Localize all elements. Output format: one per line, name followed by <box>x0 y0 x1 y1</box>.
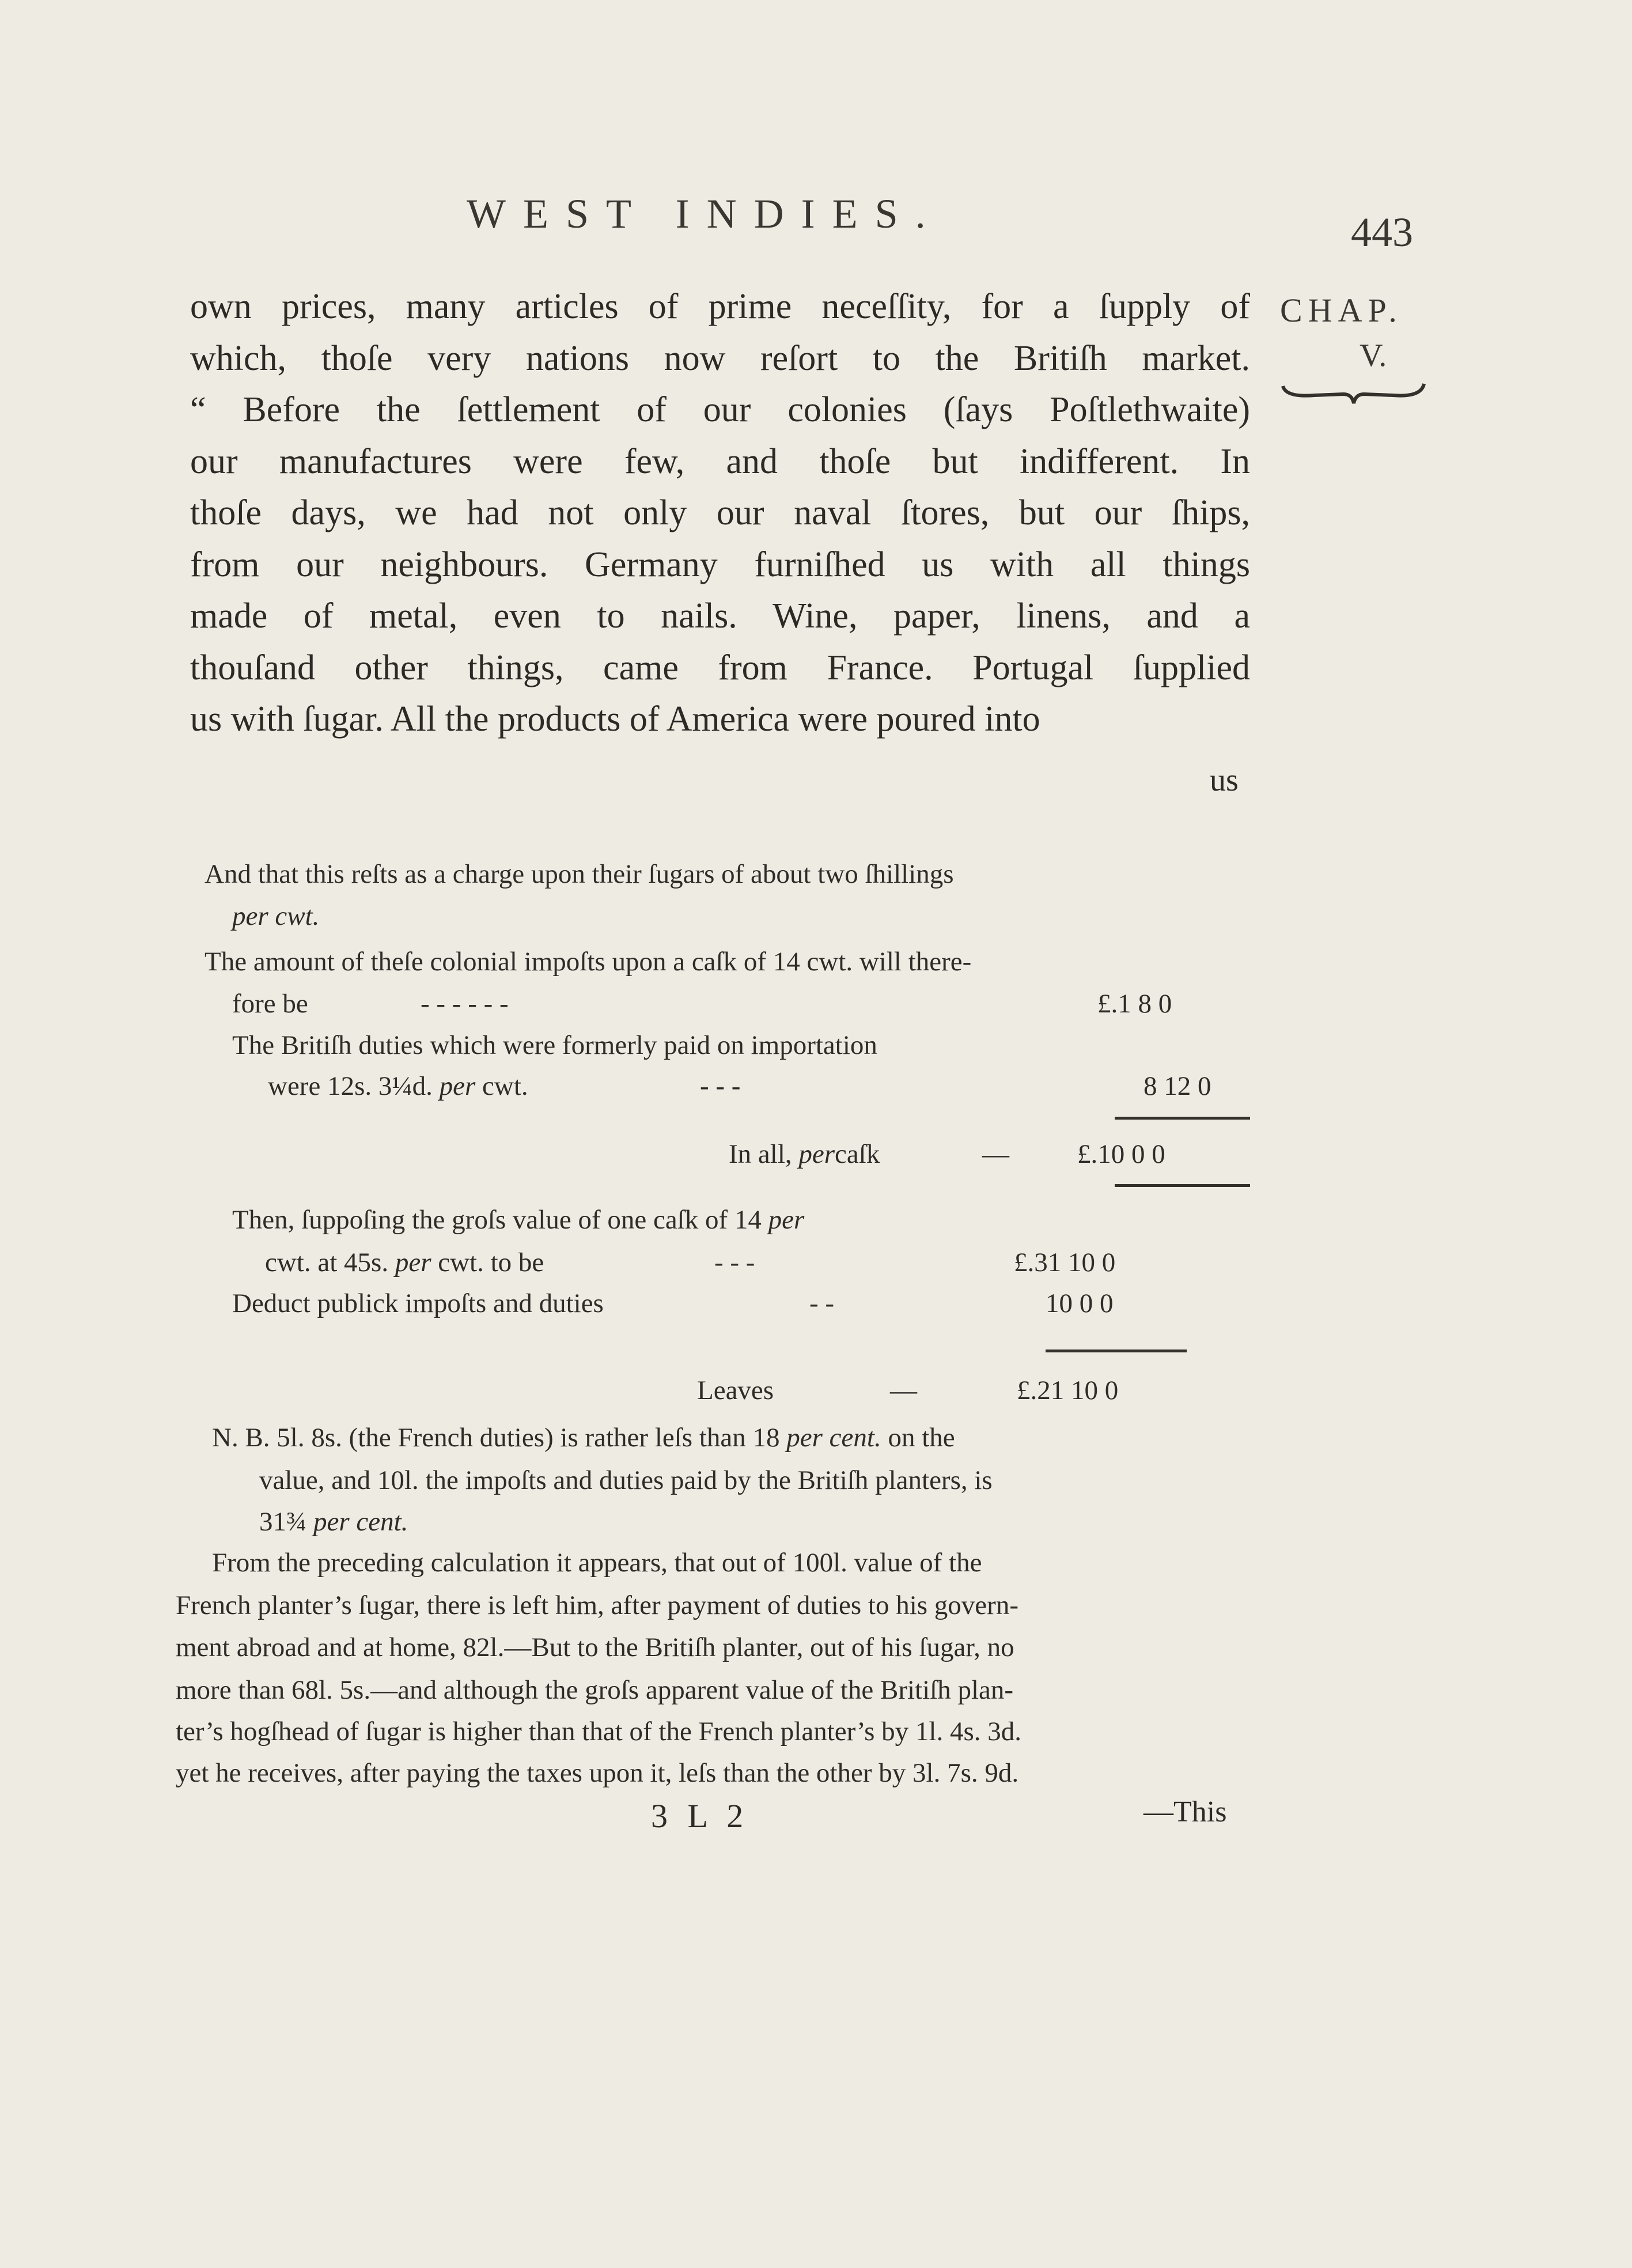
text-line: made of metal, even to nails. Wine, paper, linens, and a <box>190 596 1250 636</box>
sum-rule <box>1046 1350 1187 1352</box>
note-line: The Britiſh duties which were formerly paid on importation <box>232 1030 877 1060</box>
running-title: WEST INDIES. <box>467 191 943 237</box>
text-line: thouſand other things, came from France. Portugal ſupplied <box>190 648 1250 687</box>
note-line: And that this reſts as a charge upon their ſugars of about two ſhillings <box>205 859 954 889</box>
amount: £.1 8 0 <box>1097 989 1172 1019</box>
text-line: us with ſugar. All the products of America were poured into <box>190 700 1040 739</box>
leader-dashes: - - <box>809 1288 835 1318</box>
amount: 10 0 0 <box>1046 1288 1114 1318</box>
note-line: The amount of theſe colonial impoſts upon a caſk of 14 cwt. will there- <box>205 947 972 977</box>
note-line: cwt. at 45s. per cwt. to be <box>265 1248 544 1277</box>
next-page-catchword: —This <box>1143 1795 1227 1828</box>
leader-dashes: - - - <box>714 1248 755 1277</box>
note-line: Deduct publick impoſts and duties <box>232 1288 604 1318</box>
total-label: In all, percaſk <box>729 1139 880 1169</box>
note-line: yet he receives, after paying the taxes upon it, leſs than the other by 3l. 7s. 9d. <box>176 1758 1019 1788</box>
margin-chapter-label: CHAP. <box>1280 292 1403 329</box>
note-line: 31¾ per cent. <box>259 1507 408 1537</box>
page-number: 443 <box>1351 209 1413 255</box>
amount: 8 12 0 <box>1143 1071 1211 1101</box>
leaves-amount: £.21 10 0 <box>1017 1375 1119 1405</box>
sum-rule <box>1115 1117 1250 1120</box>
main-text <box>190 281 1250 746</box>
total-dash: — <box>982 1139 1009 1169</box>
note-line: Then, ſuppoſing the groſs value of one caſk of 14 per <box>232 1205 805 1235</box>
signature-mark: 3 L 2 <box>651 1797 749 1835</box>
total-amount: £.10 0 0 <box>1077 1139 1165 1169</box>
note-line: per cwt. <box>232 901 320 931</box>
text-line: which, thoſe very nations now reſort to the Britiſh market. <box>190 338 1250 378</box>
leaves-label: Leaves <box>697 1375 774 1405</box>
leaves-dash: — <box>890 1375 917 1405</box>
note-line: ment abroad and at home, 82l.—But to the Britiſh planter, out of his ſugar, no <box>176 1632 1014 1662</box>
note-line: From the preceding calculation it appears, that out of 100l. value of the <box>212 1548 982 1578</box>
note-line: French planter’s ſugar, there is left him, after payment of duties to his govern- <box>176 1590 1018 1620</box>
leader-dashes: - - - - - - <box>421 989 509 1019</box>
note-line: N. B. 5l. 8s. (the French duties) is rather leſs than 18 per cent. on the <box>212 1423 955 1453</box>
text-line: “ Before the ſettlement of our colonies (ſays Poſtlethwaite) <box>190 390 1250 429</box>
leader-dashes: - - - <box>700 1071 741 1101</box>
text-line: own prices, many articles of prime neceſſity, for a ſupply of <box>190 287 1250 326</box>
note-line: were 12s. 3¼d. per cwt. <box>268 1071 528 1101</box>
note-line: fore be <box>232 989 308 1019</box>
margin-chapter-number: V. <box>1360 338 1387 373</box>
note-line: ter’s hogſhead of ſugar is higher than that of the French planter’s by 1l. 4s. 3d. <box>176 1717 1021 1747</box>
amount: £.31 10 0 <box>1014 1248 1116 1277</box>
catchword: us <box>1210 762 1239 798</box>
text-line: thoſe days, we had not only our naval ſtores, but our ſhips, <box>190 493 1250 532</box>
note-line: value, and 10l. the impoſts and duties paid by the Britiſh planters, is <box>259 1465 993 1495</box>
margin-brace <box>1280 380 1427 409</box>
sum-rule <box>1115 1184 1250 1187</box>
text-line: from our neighbours. Germany furniſhed us with all things <box>190 545 1250 584</box>
note-line: more than 68l. 5s.—and although the groſs apparent value of the Britiſh plan- <box>176 1675 1014 1705</box>
text-line: our manufactures were few, and thoſe but indifferent. In <box>190 441 1250 481</box>
